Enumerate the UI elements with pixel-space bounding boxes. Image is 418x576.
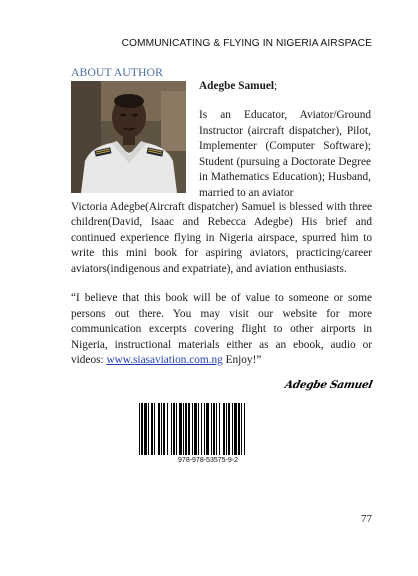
quote-text-end: Enjoy!” [222,354,262,367]
section-title: ABOUT AUTHOR [71,65,163,79]
author-name-text: Adegbe Samuel [199,80,275,92]
isbn-barcode [137,403,279,465]
quote-text-start: “I believe that this book will be of value to someone or some persons out there. You may visit our website for more communication excerpts covering flight to other airports in Nigeria, instructional materials either as an ebook, audio or videos: [71,292,372,367]
author-name-punct: ; [274,80,278,92]
website-link[interactable]: www.siasaviation.com.ng [106,354,223,367]
isbn-number: 978-978-53575-9-2 [178,457,238,464]
author-name [199,80,277,92]
author-photo [71,81,186,193]
page-number: 77 [361,513,372,525]
running-header: COMMUNICATING & FLYING IN NIGERIA AIRSPACE [121,38,372,49]
author-quote [71,291,372,369]
author-bio-beside-photo: Is an Educator, Aviator/Ground Instructor (aircraft dispatcher), Pilot, Implementer (Computer Software); Student (pursuing a Doctorate Degree in Mathematics Education); Husband, married to an aviator [199,109,371,199]
author-bio-continued: Victoria Adegbe(Aircraft dispatcher) Samuel is blessed with three children(David, Isaac and Rebecca Adegbe) His brief and continued experience flying in Nigeria airspace, spurred him to write this mini book for aspiring aviators, practicing/career aviators(indigenous and expatriate), and aviation enthusiasts. [71,201,372,275]
author-signature: Adegbe Samuel [283,379,374,391]
